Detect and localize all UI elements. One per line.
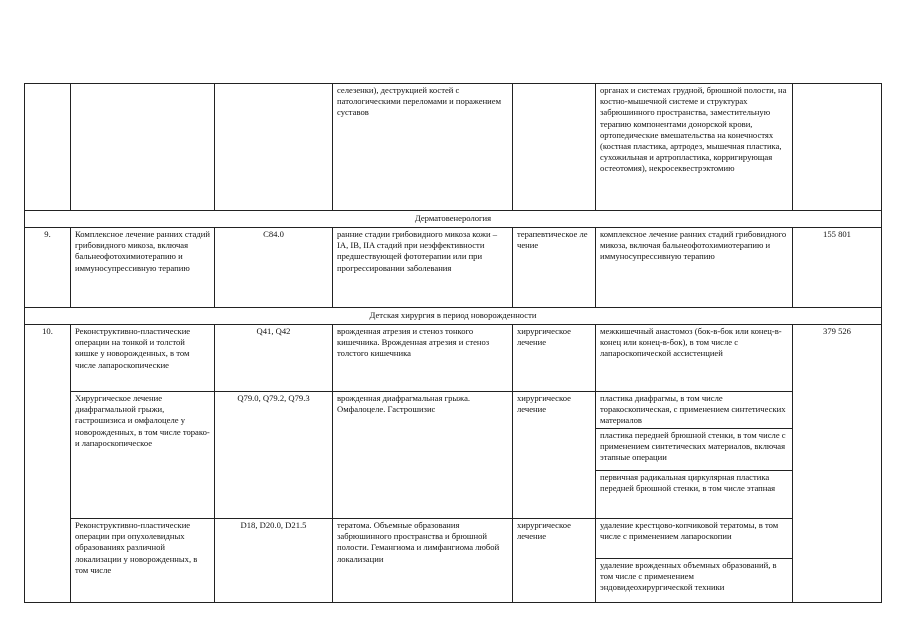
treatment-cell [513,84,596,211]
number-cell: 9. [25,228,71,308]
table-row [25,325,882,392]
code-cell: D18, D20.0, D21.5 [215,519,333,603]
section-row [25,308,882,325]
method-cell [596,392,793,519]
table-row [25,519,882,603]
cost-cell: 155 801 [793,228,882,308]
table-row [25,84,882,211]
treatment-cell: хирургическое лечение [513,392,596,519]
name-cell [71,84,215,211]
name-cell: Комплексное лечение ранних стадий грибовидного микоза, включая бальнеофотохимиотерапию и иммуносупрессивную терапию [71,228,215,308]
method-cell [596,519,793,603]
name-cell: Реконструктивно-пластические операции при опухолевидных образованиях различной локализации у новорожденных, в том числе [71,519,215,603]
diagnosis-cell: тератома. Объемные образования забрюшинного пространства и брюшной полости. Гемангиома и лимфангиома любой локализации [333,519,513,603]
number-cell: 10. [25,325,71,603]
diagnosis-cell: врожденная атрезия и стеноз тонкого кишечника. Врожденная атрезия и стеноз толстого кишечника [333,325,513,392]
treatment-cell: терапевтическое лечение [513,228,596,308]
cost-cell [793,84,882,211]
code-cell [215,84,333,211]
diagnosis-cell: врожденная диафрагмальная грыжа. Омфалоцеле. Гастрошизис [333,392,513,519]
section-title: Детская хирургия в период новорожденности [25,308,882,325]
document-page [24,83,881,603]
method-cell: комплексное лечение ранних стадий грибовидного микоза, включая бальнеофотохимиотерапию и иммуносупрессивную терапию [596,228,793,308]
method-item: первичная радикальная циркулярная пластика передней брюшной стенки, в том числе этапная [600,472,776,494]
treatment-cell: хирургическое лечение [513,519,596,603]
diagnosis-cell: ранние стадии грибовидного микоза кожи – IA, IB, IIA стадий при неэффективности предшествующей фототерапии или при прогрессировании заболевания [333,228,513,308]
method-cell: органах и системах грудной, брюшной полости, на костно-мышечной системе и структурах забрюшинного пространства, заместительную терапию компонентами донорской крови, ортопедические вмешательства на конечностях (костная пластика, артродез, мышечная пластика, сухожильная и артропластика, корригирующая остеотомия), некросеквестрэктомию [596,84,793,211]
section-title: Дерматовенерология [25,211,882,228]
number-cell [25,84,71,211]
medical-care-table [24,83,882,603]
code-cell: Q79.0, Q79.2, Q79.3 [215,392,333,519]
method-item: удаление врожденных объемных образований, в том числе с применением эндовидеохирургической техники [600,560,777,593]
diagnosis-cell: селезенки), деструкцией костей с патологическими переломами и поражением суставов [333,84,513,211]
method-item: удаление крестцово-копчиковой тератомы, в том числе с применением лапароскопии [596,519,792,559]
method-item: пластика диафрагмы, в том числе торакоскопическая, с применением синтетических материалов [596,392,792,429]
method-cell: межкишечный анастомоз (бок-в-бок или конец-в-конец или конец-в-бок), в том числе с лапароскопической ассистенцией [596,325,793,392]
method-item: пластика передней брюшной стенки, в том числе с применением синтетических материалов, включая этапные операции [596,429,792,471]
table-row [25,392,882,519]
name-cell: Реконструктивно-пластические операции на тонкой и толстой кишке у новорожденных, в том числе лапароскопические [71,325,215,392]
cost-cell: 379 526 [793,325,882,603]
code-cell: Q41, Q42 [215,325,333,392]
section-row [25,211,882,228]
treatment-cell: хирургическое лечение [513,325,596,392]
table-row [25,228,882,308]
name-cell: Хирургическое лечение диафрагмальной грыжи, гастрошизиса и омфалоцеле у новорожденных, в том числе торако- и лапароскопическое [71,392,215,519]
code-cell: C84.0 [215,228,333,308]
